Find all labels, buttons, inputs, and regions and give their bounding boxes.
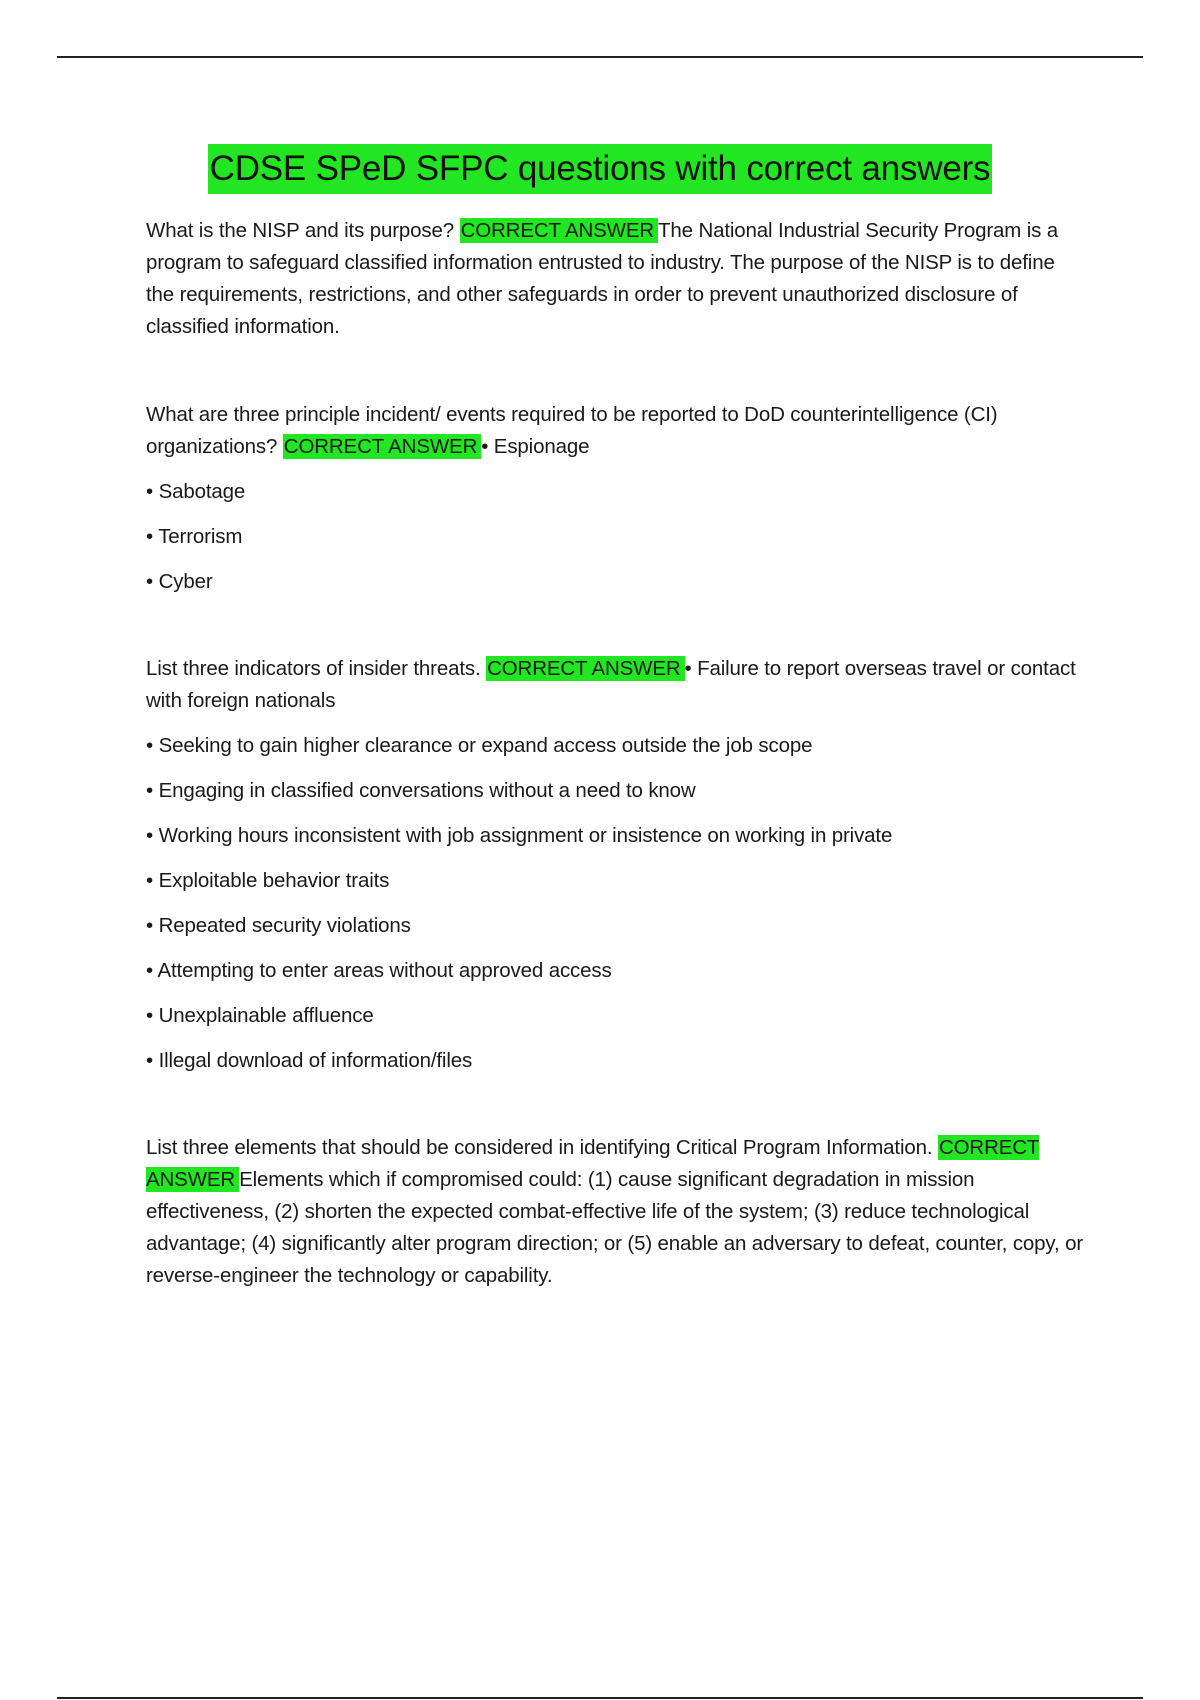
question-text: What is the NISP and its purpose? [146, 219, 460, 242]
list-item: • Repeated security violations [146, 914, 411, 937]
correct-answer-tag: CORRECT ANSWER [460, 218, 658, 243]
document-body [146, 215, 1086, 1292]
header-rule [57, 56, 1143, 58]
list-item: • Terrorism [146, 525, 243, 548]
list-item: • Sabotage [146, 480, 246, 503]
answer-text: Elements which if compromised could: (1) cause significant degradation in mission effectiveness, (2) shorten the expected combat-effective life of the system; (3) reduce technological advantage; (4) significantly alter program direction; or (5) enable an adversary to defeat, counter, copy, or reverse-engineer the technology or capability. [146, 1168, 1084, 1287]
footer-rule [57, 1697, 1143, 1699]
answer-text: • Failure to report overseas travel or contact with foreign nationals [146, 657, 1076, 712]
list-item: • Unexplainable affluence [146, 1004, 374, 1027]
list-item: • Seeking to gain higher clearance or expand access outside the job scope [146, 734, 813, 757]
title-container [0, 144, 1200, 194]
list-item: • Attempting to enter areas without approved access [146, 959, 612, 982]
qa-item-3 [146, 653, 1086, 717]
question-text: What are three principle incident/ events required to be reported to DoD counterintelligence (CI) organizations? [146, 403, 998, 458]
correct-answer-tag: CORRECT ANSWER [486, 656, 684, 681]
correct-answer-tag: CORRECT ANSWER [283, 434, 481, 459]
qa-item-1 [146, 215, 1086, 343]
page-title: CDSE SPeD SFPC questions with correct answers [208, 144, 993, 194]
list-item: • Engaging in classified conversations without a need to know [146, 779, 696, 802]
question-text: List three elements that should be considered in identifying Critical Program Information. [146, 1136, 938, 1159]
correct-answer-tag: CORRECT ANSWER [146, 1136, 1040, 1191]
list-item: • Working hours inconsistent with job assignment or insistence on working in private [146, 824, 893, 847]
qa-item-2 [146, 399, 1086, 463]
list-item: • Illegal download of information/files [146, 1049, 473, 1072]
list-item: • Exploitable behavior traits [146, 869, 390, 892]
question-text: List three indicators of insider threats. [146, 657, 487, 680]
answer-text: • Espionage [481, 435, 590, 458]
answer-text: The National Industrial Security Program is a program to safeguard classified information entrusted to industry. The purpose of the NISP is to define the requirements, restrictions, and other safeguards in order to prevent unauthorized disclosure of classified information. [146, 219, 1059, 338]
qa-item-4 [146, 1132, 1086, 1292]
list-item: • Cyber [146, 570, 213, 593]
